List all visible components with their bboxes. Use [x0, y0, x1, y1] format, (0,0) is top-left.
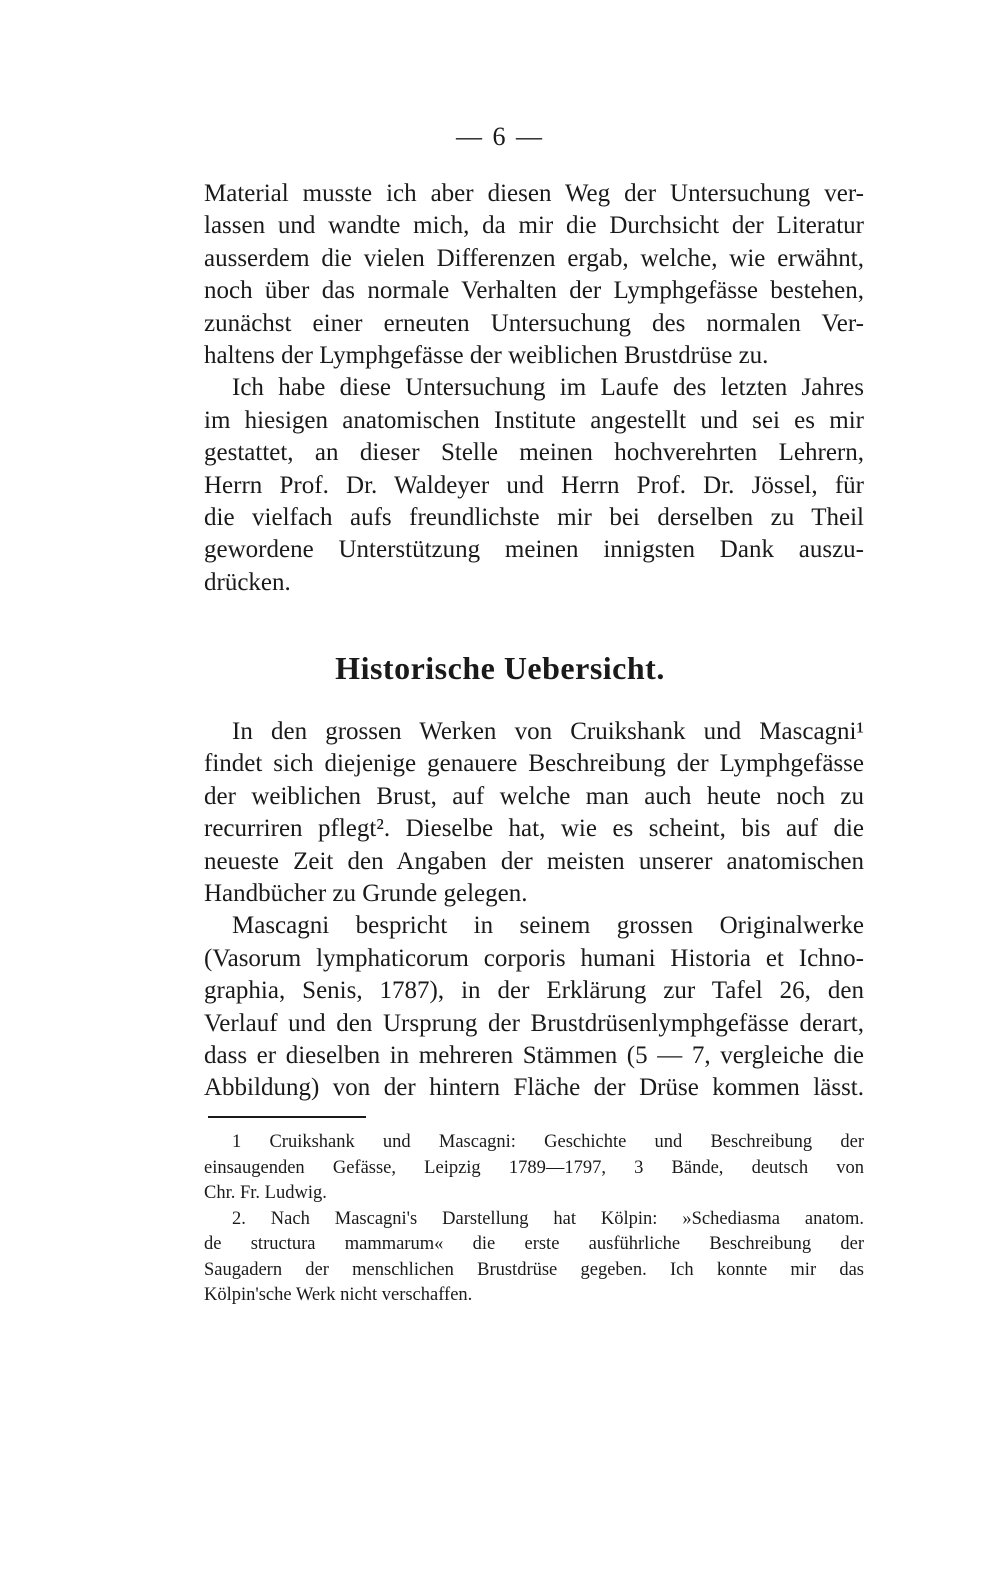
text-line: Ich habe diese Untersuchung im Laufe des letzten Jahres — [232, 374, 864, 402]
footnotes — [204, 1130, 864, 1309]
text-line: dass er dieselben in mehreren Stämmen (5 — 7, vergleiche die — [204, 1042, 864, 1070]
footnote-divider — [208, 1116, 366, 1118]
text-line: Material musste ich aber diesen Weg der Untersuchung ver- — [204, 180, 864, 207]
footnote-line: 1 Cruikshank und Mascagni: Geschichte und Beschreibung der — [232, 1132, 864, 1152]
footnote-line: einsaugenden Gefässe, Leipzig 1789—1797, 3 Bände, deutsch von — [204, 1157, 864, 1178]
text-line: gestattet, an dieser Stelle meinen hochverehrten Lehrern, — [204, 439, 864, 467]
footnote-line: de structura mammarum« die erste ausführliche Beschreibung der — [204, 1234, 864, 1254]
text-line: recurriren pflegt². Dieselbe hat, wie es scheint, bis auf die — [204, 815, 864, 843]
footnote-line: Saugadern der menschlichen Brustdrüse gegeben. Ich konnte mir das — [204, 1259, 864, 1280]
text-line: haltens der Lymphgefässe der weiblichen Brustdrüse zu. — [204, 342, 769, 370]
text-line: drücken. — [204, 568, 291, 596]
footnote-line: Kölpin'sche Werk nicht verschaffen. — [204, 1285, 473, 1305]
history-paragraphs — [204, 716, 864, 1105]
text-line: Verlauf und den Ursprung der Brustdrüsenlymphgefässe derart, — [204, 1009, 864, 1037]
text-line: der weiblichen Brust, auf welche man auch heute noch zu — [204, 782, 864, 810]
text-line: die vielfach aufs freundlichste mir bei derselben zu Theil — [204, 504, 864, 532]
intro-paragraphs — [204, 178, 864, 599]
text-line: In den grossen Werken von Cruikshank und Mascagni¹ — [232, 718, 864, 745]
page-number: — 6 — — [456, 122, 544, 151]
text-line: noch über das normale Verhalten der Lymphgefässe bestehen, — [204, 277, 864, 305]
text-line: ausserdem die vielen Differenzen ergab, welche, wie erwähnt, — [204, 244, 864, 272]
section-heading: Historische Uebersicht. — [335, 650, 665, 686]
text-line: im hiesigen anatomischen Institute angestellt und sei es mir — [204, 406, 864, 434]
text-line: zunächst einer erneuten Untersuchung des normalen Ver- — [204, 309, 864, 337]
text-line: graphia, Senis, 1787), in der Erklärung zur Tafel 26, den — [204, 977, 864, 1005]
footnote-line: 2. Nach Mascagni's Darstellung hat Kölpin: »Schediasma anatom. — [232, 1208, 864, 1229]
text-line: gewordene Unterstützung meinen innigsten Dank auszu- — [204, 536, 864, 564]
footnote-line: Chr. Fr. Ludwig. — [204, 1183, 327, 1203]
text-line: lassen und wandte mich, da mir die Durchsicht der Literatur — [204, 212, 864, 240]
text-line: Abbildung) von der hintern Fläche der Drüse kommen lässt. — [204, 1074, 864, 1102]
text-line: Handbücher zu Grunde gelegen. — [204, 880, 528, 908]
text-line: Herrn Prof. Dr. Waldeyer und Herrn Prof. Dr. Jössel, für — [204, 471, 864, 499]
text-line: Mascagni bespricht in seinem grossen Originalwerke — [232, 912, 864, 940]
text-line: (Vasorum lymphaticorum corporis humani Historia et Ichno- — [204, 944, 864, 972]
text-line: neueste Zeit den Angaben der meisten unserer anatomischen — [204, 847, 864, 875]
text-line: findet sich diejenige genauere Beschreibung der Lymphgefässe — [204, 750, 864, 778]
